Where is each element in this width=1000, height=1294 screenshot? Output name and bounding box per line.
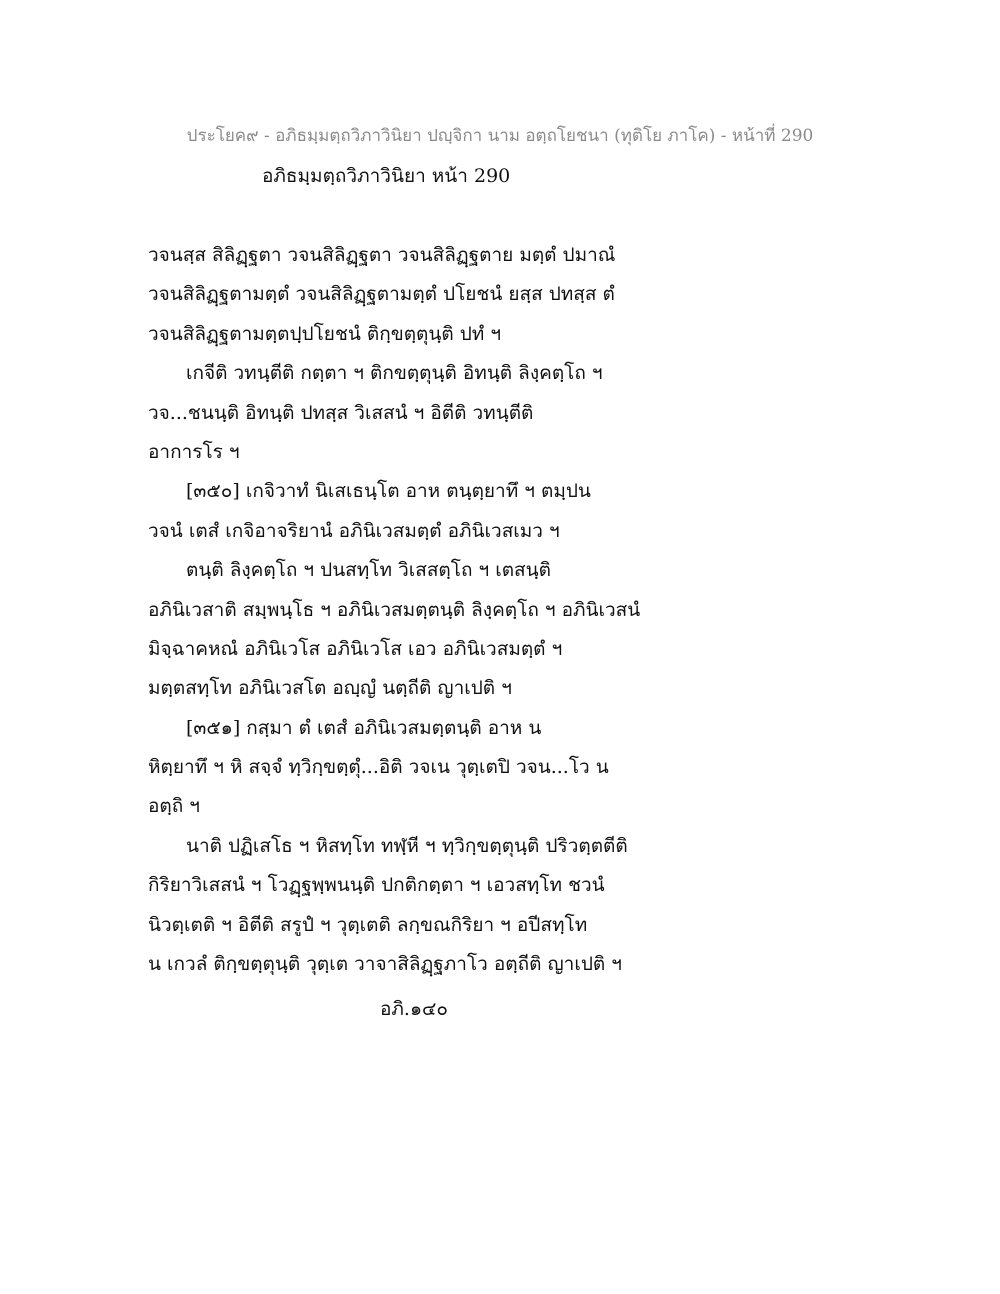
running-header: ประโยค๙ - อภิธมฺมตฺถวิภาวินิยา ปญฺจิกา นาม อตฺถโยชนา (ทุติโย ภาโค) - หน้าที่ 290 (186, 126, 814, 146)
text-line: วจนสิลิฏฺฐตามตฺตํ วจนสิลิฏฺฐตามตฺตํ ปโยชนํ ยสฺส ปทสฺส ตํ (148, 283, 615, 306)
text-line: นิวตฺเตติ ฯ อิตีติ สรูปํ ฯ วุตฺเตติ ลกฺขณกิริยา ฯ อปีสทฺโท (148, 913, 588, 936)
text-line: มิจฺฉาคหณํ อภินิเวโส อภินิเวโส เอว อภินิเวสมตฺตํ ฯ (148, 637, 563, 660)
text-line: เกจีติ วทนฺตีติ กตฺตา ฯ ติกขตฺตุนฺติ อิทนฺติ ลิงฺคตฺโถ ฯ (186, 362, 603, 385)
page-title: อภิธมฺมตฺถวิภาวินิยา หน้า 290 (262, 165, 511, 187)
text-line: วจ...ชนนฺติ อิทนฺติ ปทสฺส วิเสสนํ ฯ อิตีติ วทนฺตีติ (148, 401, 534, 424)
text-line: น เกวลํ ติกฺขตฺตุนฺติ วุตฺเต วาจาสิลิฏฺฐภาโว อตฺถีติ ญาเปติ ฯ (148, 953, 622, 976)
text-line: อาการโร ฯ (148, 440, 240, 463)
text-line: นาติ ปฏิเสโธ ฯ หิสทฺโท ทฬฺหี ฯ ทฺวิกฺขตฺตุนฺติ ปริวตฺตตีติ (186, 834, 628, 857)
text-line: วจนํ เตสํ เกจิอาจริยานํ อภินิเวสมตฺตํ อภินิเวสเมว ฯ (148, 519, 560, 542)
text-line: วจนสฺส สิลิฏฺฐตา วจนสิลิฏฺฐตา วจนสิลิฏฺฐตาย มตฺตํ ปมาณํ (148, 244, 616, 266)
text-line: กิริยาวิเสสนํ ฯ โวฏฺฐพฺพนนฺติ ปกติกตฺตา ฯ เอวสทฺโท ชวนํ (148, 874, 605, 897)
text-line: วจนสิลิฏฺฐตามตฺตปฺปโยชนํ ติกฺขตฺตุนฺติ ปทํ ฯ (148, 322, 502, 345)
text-line: มตฺตสทฺโท อภินิเวสโต อญฺญํ นตฺถีติ ญาเปติ ฯ (148, 677, 512, 700)
page-footer-marker: อภิ.๑๔๐ (380, 998, 449, 1020)
text-line: [๓๕๐] เกจิวาทํ นิเสเธนฺโต อาห ตนฺตฺยาทึ ฯ ตมฺปน (186, 480, 591, 503)
text-line: หิตฺยาทึ ฯ หิ สจฺจํ ทฺวิกฺขตฺตุํ...อิติ วจเน วุตฺเตปิ วจน...โว น (148, 756, 609, 779)
body-text (148, 236, 748, 984)
text-line: อตฺถิ ฯ (148, 795, 200, 818)
text-line: อภินิเวสาติ สมฺพนฺโธ ฯ อภินิเวสมตฺตนฺติ ลิงฺคตฺโถ ฯ อภินิเวสนํ (148, 598, 641, 621)
text-line: [๓๕๑] กสฺมา ตํ เตสํ อภินิเวสมตฺตนฺติ อาห น (186, 716, 542, 739)
text-line: ตนฺติ ลิงฺคตฺโถ ฯ ปนสทฺโท วิเสสตฺโถ ฯ เตสนฺติ (186, 559, 551, 582)
